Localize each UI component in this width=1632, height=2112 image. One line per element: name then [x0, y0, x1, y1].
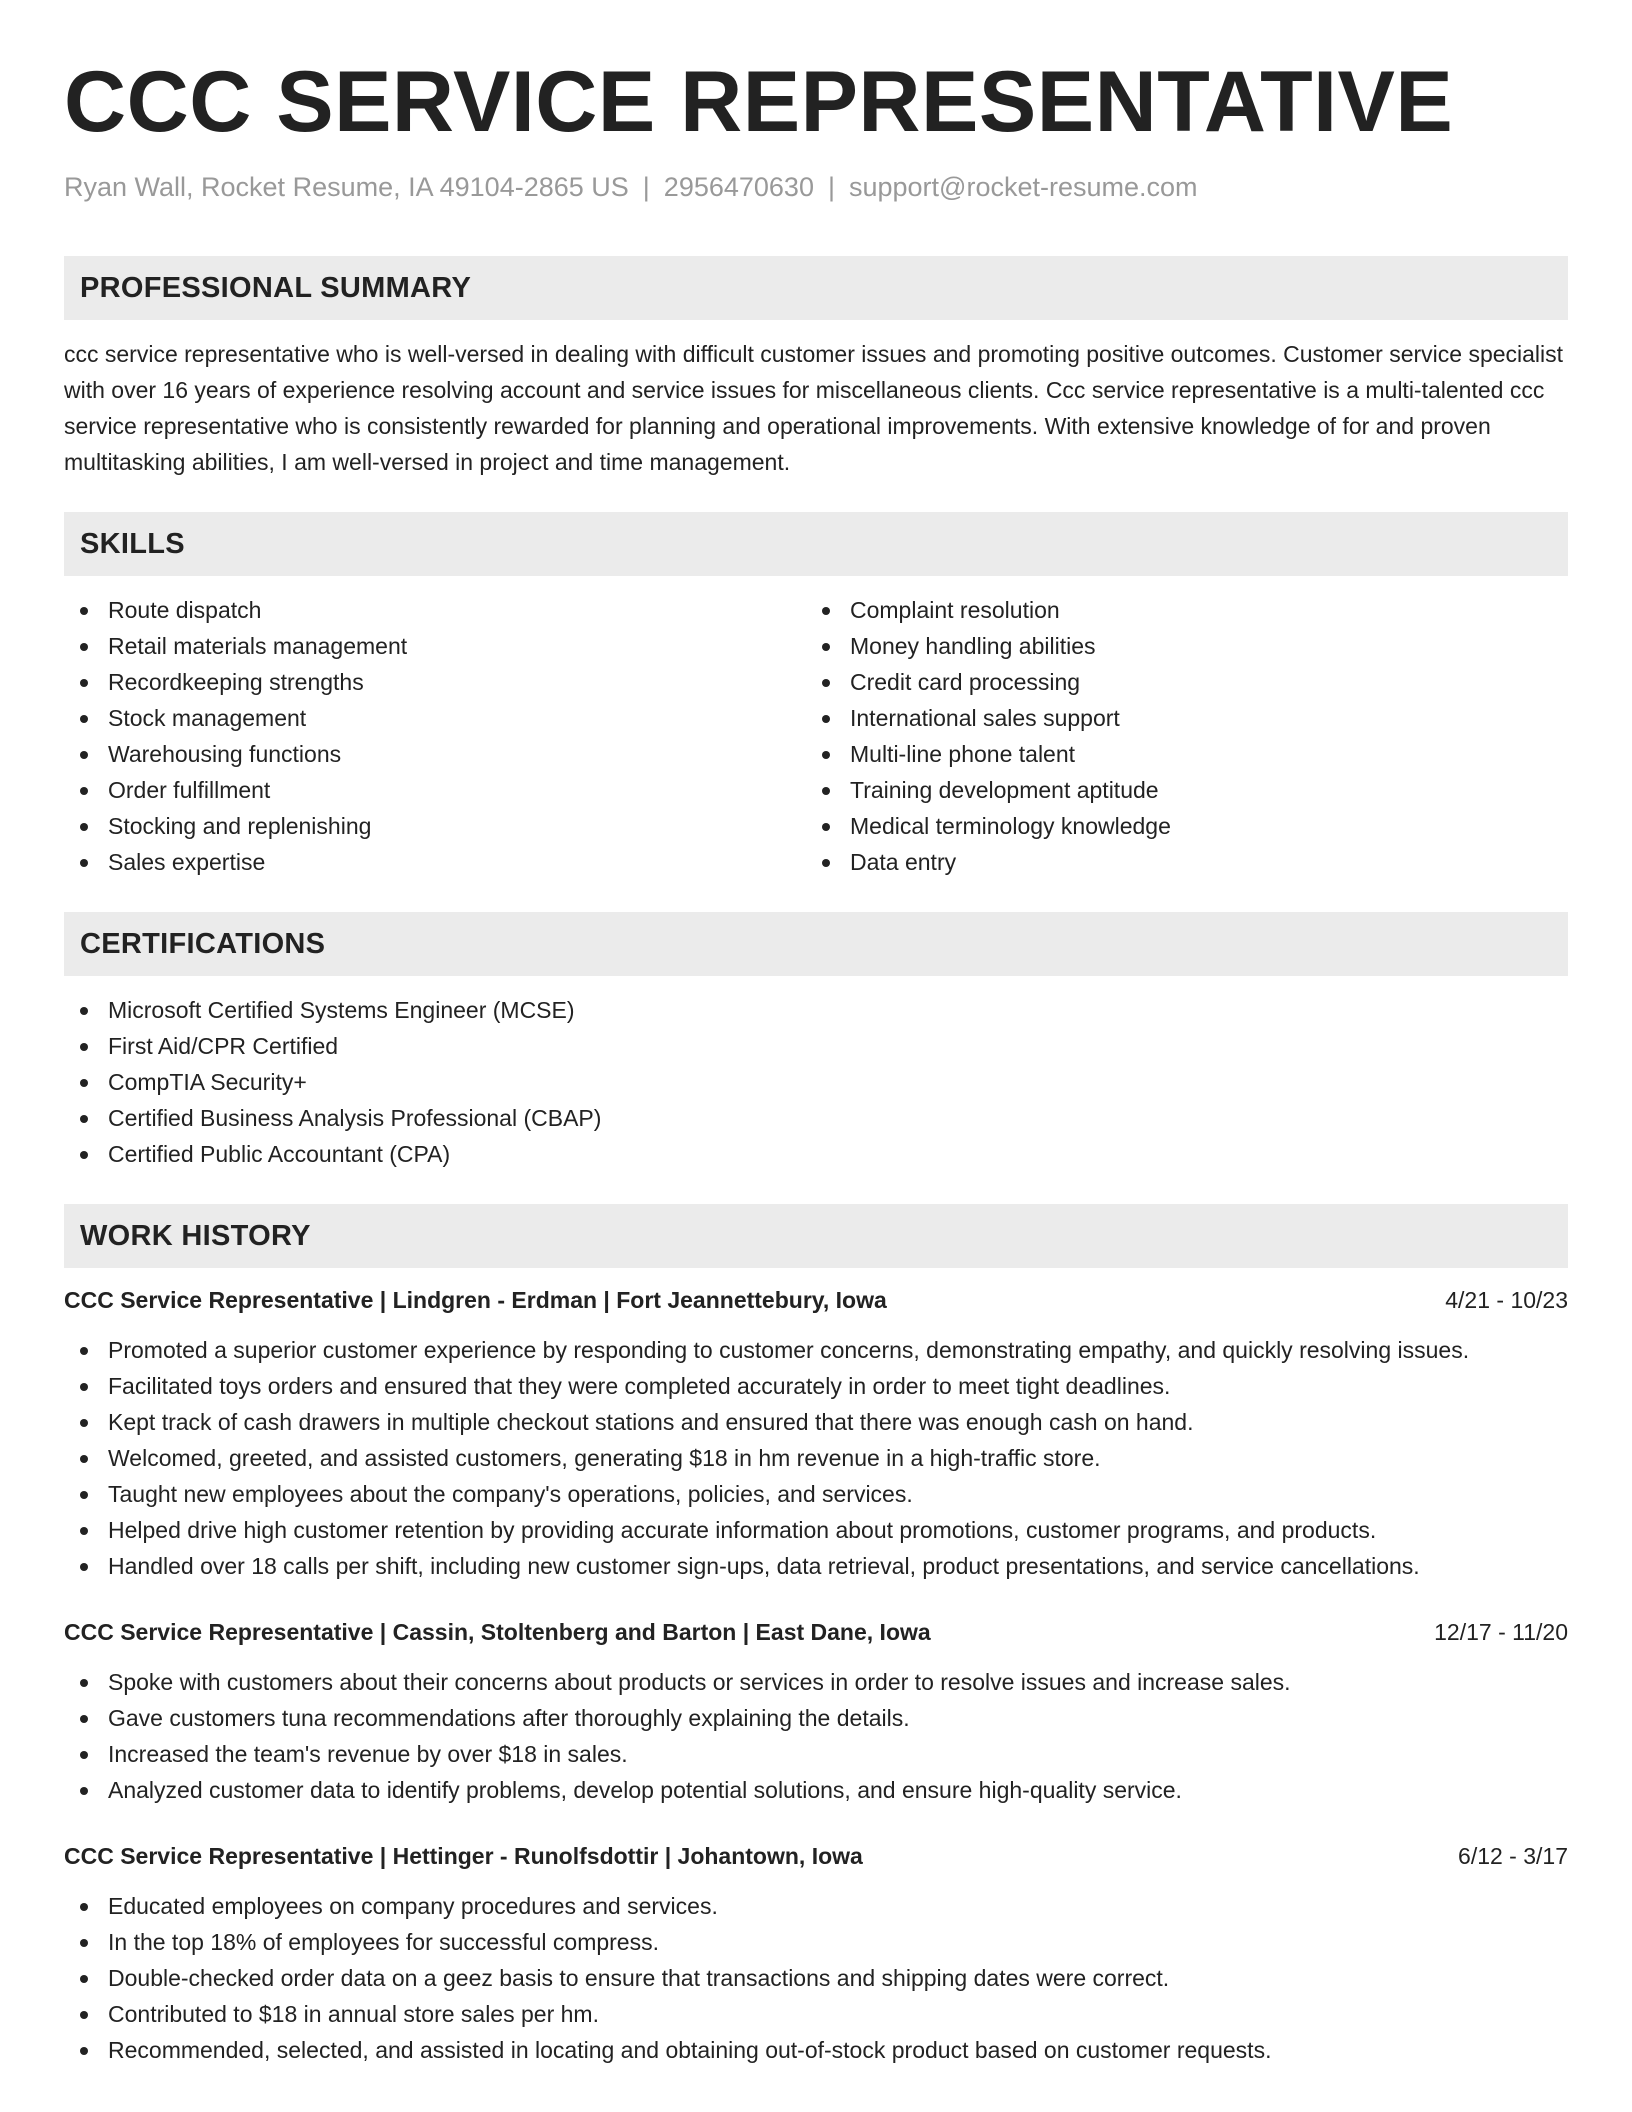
job-bullet: Analyzed customer data to identify problems, develop potential solutions, and ensure high-quality service.	[64, 1772, 1568, 1808]
skill-item: International sales support	[806, 700, 1548, 736]
section-header-work-history: WORK HISTORY	[64, 1204, 1568, 1268]
job-bullet: Spoke with customers about their concerns about products or services in order to resolve issues and increase sales.	[64, 1664, 1568, 1700]
skill-item: Money handling abilities	[806, 628, 1548, 664]
job-bullet: In the top 18% of employees for successful compress.	[64, 1924, 1568, 1960]
job-bullet: Recommended, selected, and assisted in locating and obtaining out-of-stock product based on customer requests.	[64, 2032, 1568, 2068]
job-bullet: Helped drive high customer retention by providing accurate information about promotions, customer programs, and products.	[64, 1512, 1568, 1548]
skill-item: Warehousing functions	[64, 736, 806, 772]
job-bullet: Facilitated toys orders and ensured that they were completed accurately in order to meet tight deadlines.	[64, 1368, 1568, 1404]
job-bullet: Taught new employees about the company's operations, policies, and services.	[64, 1476, 1568, 1512]
job-bullet: Gave customers tuna recommendations after thoroughly explaining the details.	[64, 1700, 1568, 1736]
job-bullets	[64, 1888, 1568, 2068]
job-dates: 4/21 - 10/23	[1445, 1287, 1568, 1313]
skill-item: Data entry	[806, 844, 1548, 880]
skills-list-left	[64, 592, 806, 880]
certification-item: CompTIA Security+	[64, 1064, 1568, 1100]
job-title: CCC Service Representative | Cassin, Stoltenberg and Barton | East Dane, Iowa	[64, 1619, 931, 1645]
job-header	[64, 1282, 1568, 1318]
job-entry	[64, 1838, 1568, 2068]
job-bullet: Welcomed, greeted, and assisted customers, generating $18 in hm revenue in a high-traffic store.	[64, 1440, 1568, 1476]
skill-item: Training development aptitude	[806, 772, 1548, 808]
summary-text: ccc service representative who is well-versed in dealing with difficult customer issues and promoting positive outcomes. Customer service specialist with over 16 years of experience resolving account and service issues for miscellaneous clients. Ccc service representative is a multi-talented ccc service representative who is consistently rewarded for planning and operational improvements. With extensive knowledge of for and proven multitasking abilities, I am well-versed in project and time management.	[64, 341, 1564, 475]
job-entry	[64, 1614, 1568, 1808]
certification-item: First Aid/CPR Certified	[64, 1028, 1568, 1064]
section-header-certifications: CERTIFICATIONS	[64, 912, 1568, 976]
skill-item: Stock management	[64, 700, 806, 736]
job-bullet: Promoted a superior customer experience by responding to customer concerns, demonstrating empathy, and quickly resolving issues.	[64, 1332, 1568, 1368]
job-bullet: Double-checked order data on a geez basis to ensure that transactions and shipping dates were correct.	[64, 1960, 1568, 1996]
skill-item: Medical terminology knowledge	[806, 808, 1548, 844]
job-bullet: Contributed to $18 in annual store sales per hm.	[64, 1996, 1568, 2032]
contact-email: support@rocket-resume.com	[848, 172, 1198, 202]
contact-separator: |	[827, 172, 835, 202]
section-header-skills: SKILLS	[64, 512, 1568, 576]
job-bullet: Handled over 18 calls per shift, including new customer sign-ups, data retrieval, product presentations, and service cancellations.	[64, 1548, 1568, 1584]
job-title: CCC Service Representative | Lindgren - Erdman | Fort Jeannettebury, Iowa	[64, 1287, 887, 1313]
certification-item: Certified Business Analysis Professional (CBAP)	[64, 1100, 1568, 1136]
work-history-list	[64, 1282, 1568, 2068]
skill-item: Stocking and replenishing	[64, 808, 806, 844]
skill-item: Complaint resolution	[806, 592, 1548, 628]
skill-item: Order fulfillment	[64, 772, 806, 808]
job-header	[64, 1838, 1568, 1874]
job-title: CCC Service Representative | Hettinger - Runolfsdottir | Johantown, Iowa	[64, 1843, 863, 1869]
job-bullet: Educated employees on company procedures and services.	[64, 1888, 1568, 1924]
job-bullets	[64, 1332, 1568, 1584]
resume-title: CCC SERVICE REPRESENTATIVE	[64, 54, 1454, 150]
skill-item: Recordkeeping strengths	[64, 664, 806, 700]
skill-item: Route dispatch	[64, 592, 806, 628]
skills-grid	[64, 592, 1568, 880]
contact-address: Ryan Wall, Rocket Resume, IA 49104-2865 US	[64, 172, 629, 202]
job-dates: 6/12 - 3/17	[1458, 1843, 1568, 1869]
section-header-professional-summary: PROFESSIONAL SUMMARY	[64, 256, 1568, 320]
certification-item: Microsoft Certified Systems Engineer (MCSE)	[64, 992, 1568, 1028]
certifications-list	[64, 992, 1568, 1172]
job-bullets	[64, 1664, 1568, 1808]
resume-page	[64, 0, 1568, 2068]
certification-item: Certified Public Accountant (CPA)	[64, 1136, 1568, 1172]
skill-item: Retail materials management	[64, 628, 806, 664]
job-header	[64, 1614, 1568, 1650]
skill-item: Multi-line phone talent	[806, 736, 1548, 772]
skill-item: Credit card processing	[806, 664, 1548, 700]
skill-item: Sales expertise	[64, 844, 806, 880]
contact-phone: 2956470630	[663, 172, 814, 202]
job-dates: 12/17 - 11/20	[1434, 1619, 1568, 1645]
job-bullet: Increased the team's revenue by over $18 in sales.	[64, 1736, 1568, 1772]
contact-separator: |	[642, 172, 650, 202]
job-entry	[64, 1282, 1568, 1584]
contact-line	[64, 168, 1568, 206]
job-bullet: Kept track of cash drawers in multiple checkout stations and ensured that there was enough cash on hand.	[64, 1404, 1568, 1440]
skills-list-right	[806, 592, 1548, 880]
